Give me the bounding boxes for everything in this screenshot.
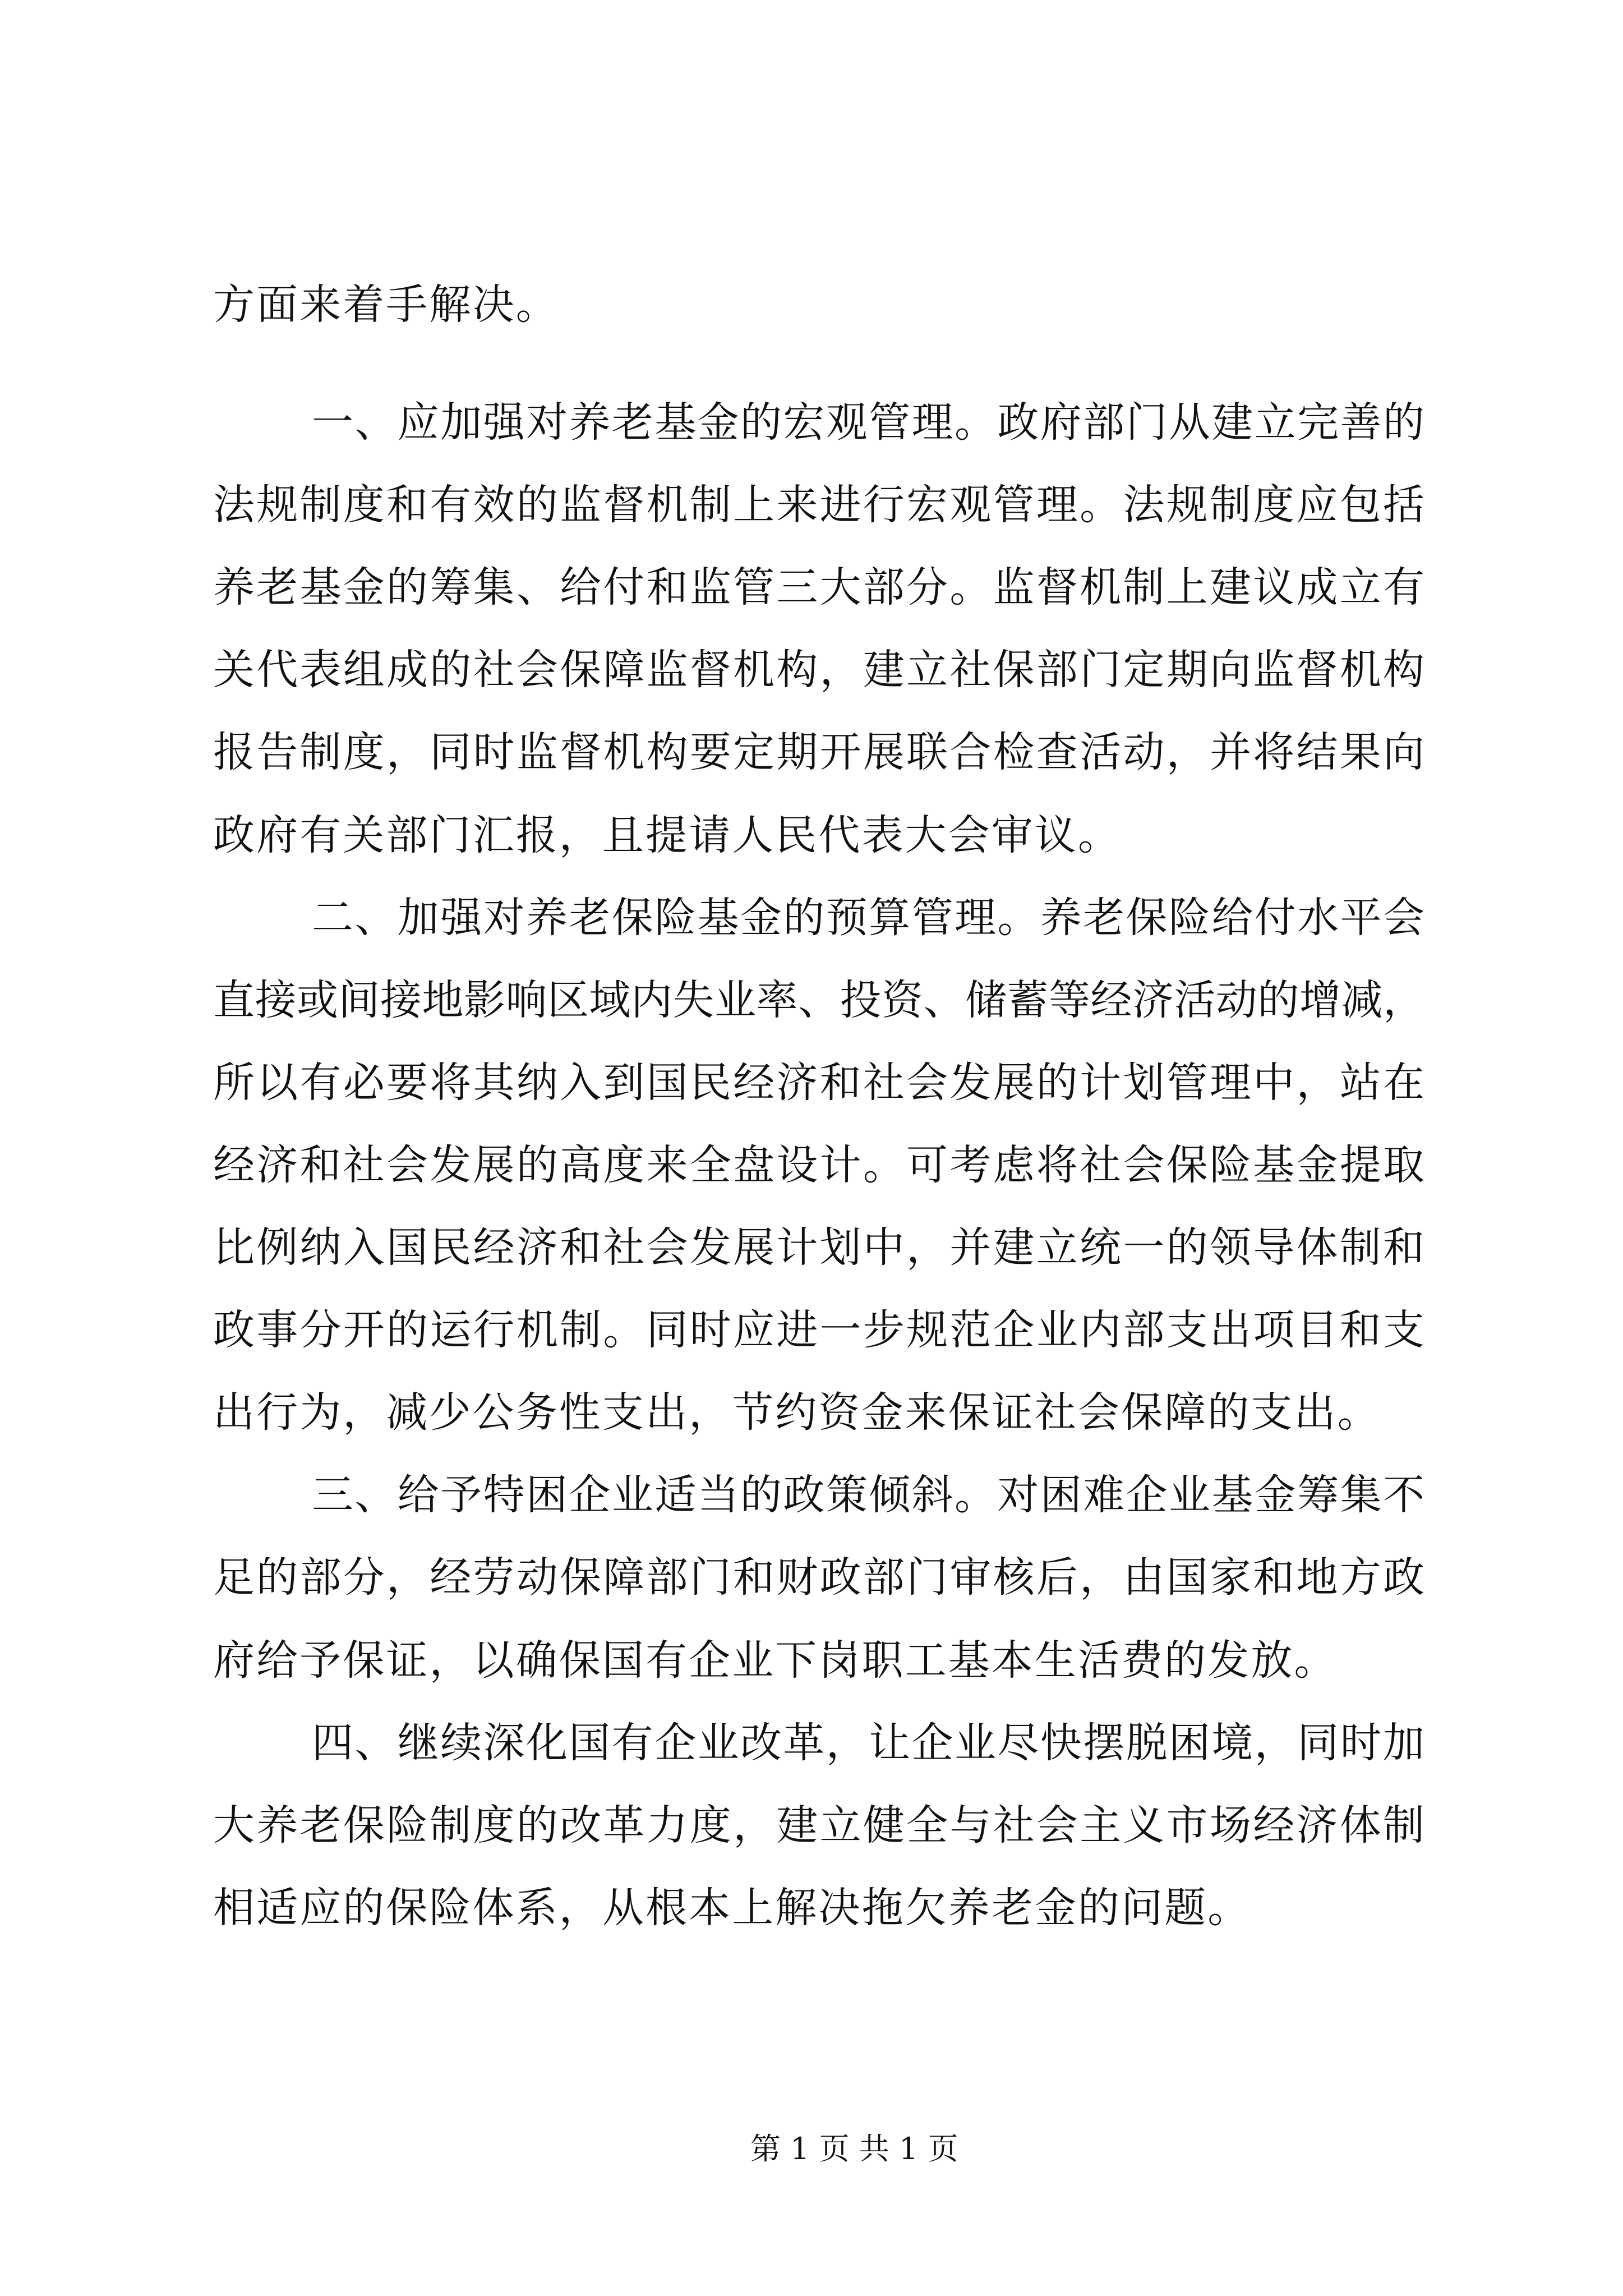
- page-number-text: 第 1 页 共 1 页: [750, 2131, 958, 2166]
- line-text: 报告制度，同时监督机构要定期开展联合检查活动，并将结果向: [213, 728, 1427, 776]
- line-text: 所以有必要将其纳入到国民经济和社会发展的计划管理中，站在: [213, 1059, 1427, 1107]
- line-text: 法规制度和有效的监督机制上来进行宏观管理。法规制度应包括: [213, 481, 1427, 529]
- paragraph-line: [213, 1207, 1427, 1289]
- page-footer: [750, 2129, 958, 2169]
- line-text: 府给予保证，以确保国有企业下岗职工基本生活费的发放。: [213, 1636, 1338, 1685]
- paragraph-line: [213, 1372, 1424, 1454]
- line-text: 一、应加强对养老基金的宏观管理。政府部门从建立完善的: [312, 398, 1426, 447]
- line-text: 相适应的保险体系，从根本上解决拖欠养老金的问题。: [213, 1884, 1251, 1932]
- line-text: 三、给予特困企业适当的政策倾斜。对困难企业基金筹集不: [312, 1471, 1426, 1519]
- line-text: 二、加强对养老保险基金的预算管理。养老保险给付水平会: [312, 894, 1426, 942]
- line-text: 关代表组成的社会保障监督机构，建立社保部门定期向监督机构: [213, 646, 1427, 694]
- paragraph-line: [213, 1619, 1424, 1702]
- line-text: 方面来着手解决。: [213, 280, 559, 329]
- line-text: 政府有关部门汇报，且提请人民代表大会审议。: [213, 811, 1122, 859]
- paragraph-line: [312, 1702, 1424, 1784]
- paragraph-line: [213, 1124, 1427, 1207]
- paragraph-line: [312, 1454, 1424, 1536]
- paragraph-line: [213, 1784, 1427, 1867]
- paragraph-line: [213, 1536, 1427, 1619]
- paragraph-line: [213, 464, 1427, 546]
- line-text: 四、继续深化国有企业改革，让企业尽快摆脱困境，同时加: [312, 1719, 1426, 1767]
- paragraph-line: [312, 877, 1424, 959]
- paragraph-line: [213, 1289, 1427, 1372]
- line-text: 经济和社会发展的高度来全盘设计。可考虑将社会保险基金提取: [213, 1141, 1427, 1189]
- paragraph-line: [213, 959, 1424, 1042]
- line-text: 大养老保险制度的改革力度，建立健全与社会主义市场经济体制: [213, 1801, 1427, 1849]
- line-text: 足的部分，经劳动保障部门和财政部门审核后，由国家和地方政: [213, 1553, 1427, 1602]
- paragraph-line: [312, 381, 1424, 464]
- line-text: 养老基金的筹集、给付和监管三大部分。监督机制上建议成立有: [213, 563, 1427, 611]
- line-text: 出行为，减少公务性支出，节约资金来保证社会保障的支出。: [213, 1388, 1381, 1437]
- line-text: 政事分开的运行机制。同时应进一步规范企业内部支出项目和支: [213, 1306, 1427, 1354]
- paragraph-line: [213, 546, 1427, 629]
- paragraph-line: [213, 711, 1427, 794]
- paragraph-line: [213, 794, 1424, 877]
- line-text: 直接或间接地影响区域内失业率、投资、储蓄等经济活动的增减，: [213, 976, 1425, 1024]
- paragraph-line: [213, 1867, 1424, 1949]
- paragraph-line: [213, 1042, 1427, 1124]
- paragraph-line: [213, 264, 1424, 346]
- paragraph-line: [213, 629, 1427, 711]
- line-text: 比例纳入国民经济和社会发展计划中，并建立统一的领导体制和: [213, 1223, 1427, 1272]
